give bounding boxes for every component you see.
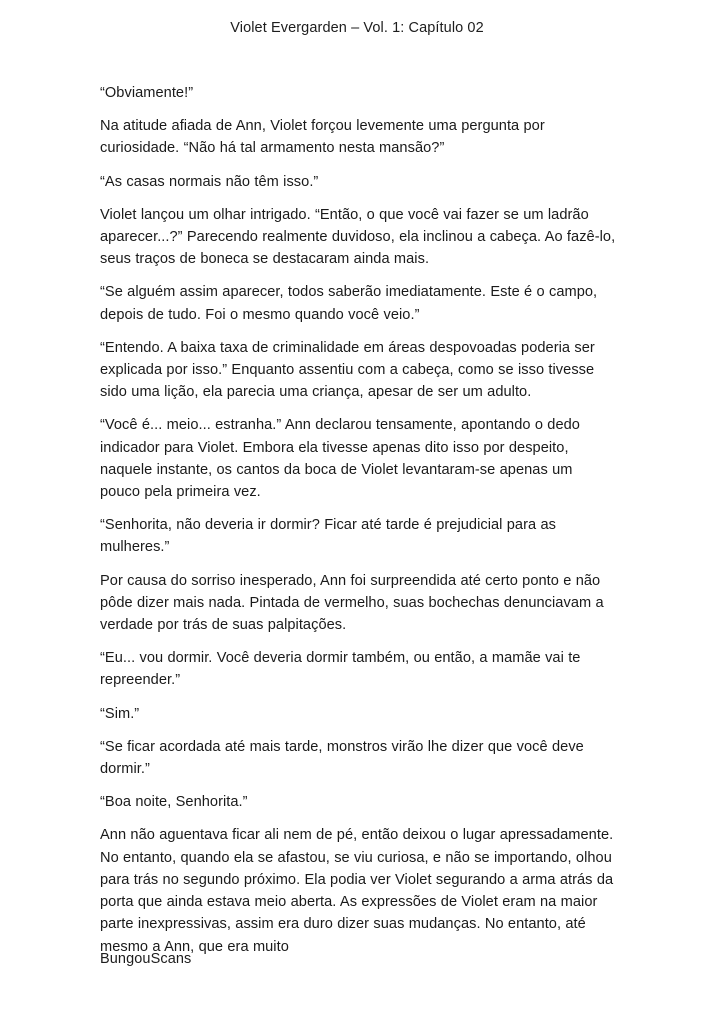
body-paragraph: Por causa do sorriso inesperado, Ann foi surpreendida até certo ponto e não pôde dizer mais nada. Pintada de vermelho, suas bochechas denunciavam a verdade por trás de suas palpitações.	[100, 572, 604, 634]
body-paragraph: Violet lançou um olhar intrigado. “Então, o que você vai fazer se um ladrão aparecer...?” Parecendo realmente duvidoso, ela inclinou a cabeça. Ao fazê-lo, seus traços de boneca se destacaram ainda mais.	[100, 206, 616, 268]
body-paragraph: “Se alguém assim aparecer, todos saberão imediatamente. Este é o campo, depois de tudo. Foi o mesmo quando você veio.”	[100, 284, 598, 323]
page-header-title: Violet Evergarden – Vol. 1: Capítulo 02	[230, 20, 484, 36]
body-paragraph: “Senhorita, não deveria ir dormir? Ficar até tarde é prejudicial para as mulheres.”	[100, 517, 556, 556]
body-paragraph: “Se ficar acordada até mais tarde, monstros virão lhe dizer que você deve dormir.”	[100, 738, 584, 778]
body-paragraph: “Eu... vou dormir. Você deveria dormir também, ou então, a mamãe vai te repreender.”	[100, 650, 581, 689]
body-paragraph: “As casas normais não têm isso.”	[100, 173, 319, 190]
body-paragraph: “Você é... meio... estranha.” Ann declarou tensamente, apontando o dedo indicador para Violet. Embora ela tivesse apenas dito isso por despeito, naquele instante, os cantos da boca de Violet levantaram-se apenas um pouco pela primeira vez.	[100, 417, 580, 501]
body-paragraph: Ann não aguentava ficar ali nem de pé, então deixou o lugar apressadamente. No entanto, quando ela se afastou, se viu curiosa, e não se importando, olhou para trás no segundo próximo. Ela podia ver Violet segurando a arma atrás da porta que ainda estava meio aberta. As expressões de Violet eram na maior parte inexpressivas, assim era duro dizer suas mudanças. No entanto, até mesmo a Ann, que era muito	[100, 827, 614, 955]
body-paragraph: “Obviamente!”	[100, 85, 194, 101]
body-paragraph: “Entendo. A baixa taxa de criminalidade em áreas despovoadas poderia ser explicada por isso.” Enquanto assentiu com a cabeça, como se isso tivesse sido uma lição, ela parecia uma criança, apesar de ser um adulto.	[100, 339, 595, 401]
body-paragraph: “Sim.”	[100, 705, 140, 722]
body-paragraph: “Boa noite, Senhorita.”	[100, 794, 248, 811]
page-footer-credit: BungouScans	[100, 951, 192, 967]
document-body	[100, 82, 616, 958]
body-paragraph: Na atitude afiada de Ann, Violet forçou levemente uma pergunta por curiosidade. “Não há tal armamento nesta mansão?”	[100, 118, 545, 157]
